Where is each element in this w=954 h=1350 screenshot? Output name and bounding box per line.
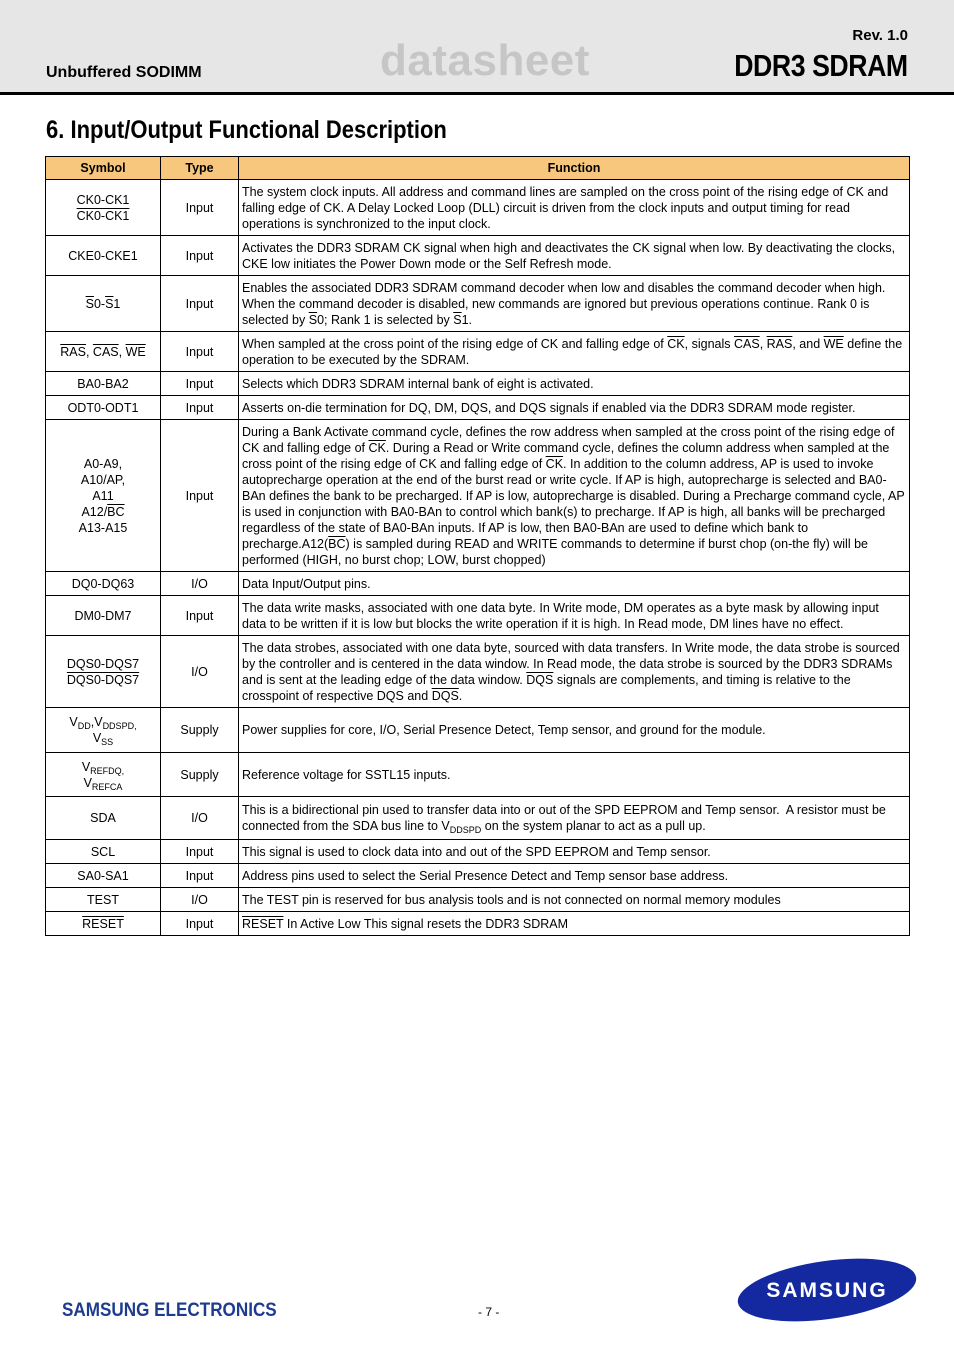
symbol-cell: RESET bbox=[46, 912, 161, 936]
function-cell: RESET In Active Low This signal resets the DDR3 SDRAM bbox=[239, 912, 910, 936]
symbol-cell: DQS0-DQS7 DQS0-DQS7 bbox=[46, 636, 161, 708]
symbol-cell: TEST bbox=[46, 888, 161, 912]
product-title: DDR3 SDRAM bbox=[734, 48, 908, 83]
table-header-row bbox=[46, 157, 910, 180]
type-cell: I/O bbox=[161, 572, 239, 596]
company-name: SAMSUNG ELECTRONICS bbox=[62, 1300, 277, 1321]
table-row bbox=[46, 372, 910, 396]
type-cell: Supply bbox=[161, 753, 239, 797]
function-cell: When sampled at the cross point of the rising edge of CK and falling edge of $\overline{CK}$, signals $\overline{CAS}$, $\overline{RAS}$, and $\overline{WE}$ define the operation to be executed by the SDRAM. bbox=[239, 332, 910, 372]
type-cell: Input bbox=[161, 396, 239, 420]
symbol-cell: DM0-DM7 bbox=[46, 596, 161, 636]
function-cell: Enables the associated DDR3 SDRAM command decoder when low and disables the command decoder when high. When the command decoder is disabled, new commands are ignored but previous operations continue. Rank 0 is selected by $\overline{S}0$; Rank 1 is selected by $\overline{S}1$. bbox=[239, 276, 910, 332]
function-cell: The data write masks, associated with one data byte. In Write mode, DM operates as a byte mask by allowing input data to be written if it is low but blocks the write operation if it is high. In Read mode, DM lines have no effect. bbox=[239, 596, 910, 636]
function-cell: Power supplies for core, I/O, Serial Presence Detect, Temp sensor, and ground for the module. bbox=[239, 708, 910, 753]
samsung-logo bbox=[735, 1258, 919, 1322]
table-row bbox=[46, 396, 910, 420]
function-cell: The system clock inputs. All address and command lines are sampled on the cross point of the rising edge of CK and falling edge of CK. A Delay Locked Loop (DLL) circuit is driven from the clock inputs and output timing for read operations is synchronized to the input clock. bbox=[239, 180, 910, 236]
table-row bbox=[46, 180, 910, 236]
symbol-cell: BA0-BA2 bbox=[46, 372, 161, 396]
type-cell: I/O bbox=[161, 888, 239, 912]
table-row bbox=[46, 596, 910, 636]
module-type: Unbuffered SODIMM bbox=[46, 64, 202, 81]
function-cell: This is a bidirectional pin used to transfer data into or out of the SPD EEPROM and Temp sensor. A resistor must be connected from the SDA bus line to $V_{DDSPD}$ on the system planar to act as a pull up. bbox=[239, 797, 910, 840]
symbol-cell: $V_{DD},V_{DDSPD,}$ $V_{SS}$ bbox=[46, 708, 161, 753]
type-cell: Input bbox=[161, 332, 239, 372]
table-row bbox=[46, 332, 910, 372]
type-cell: Input bbox=[161, 864, 239, 888]
symbol-cell: CKE0-CKE1 bbox=[46, 236, 161, 276]
table-row bbox=[46, 864, 910, 888]
function-cell: Reference voltage for SSTL15 inputs. bbox=[239, 753, 910, 797]
symbol-cell: SDA bbox=[46, 797, 161, 840]
table-row bbox=[46, 753, 910, 797]
type-cell: Input bbox=[161, 372, 239, 396]
symbol-cell: SA0-SA1 bbox=[46, 864, 161, 888]
function-cell: Activates the DDR3 SDRAM CK signal when high and deactivates the CK signal when low. By deactivating the clocks, CKE low initiates the Power Down mode or the Self Refresh mode. bbox=[239, 236, 910, 276]
symbol-cell: ODT0-ODT1 bbox=[46, 396, 161, 420]
function-cell: Asserts on-die termination for DQ, DM, DQS, and DQS signals if enabled via the DDR3 SDRAM mode register. bbox=[239, 396, 910, 420]
function-cell: Data Input/Output pins. bbox=[239, 572, 910, 596]
symbol-cell: A0-A9, A10/AP, A11 $A12/\overline{BC}$ A13-A15 bbox=[46, 420, 161, 572]
page-header bbox=[0, 0, 954, 95]
header-symbol: Symbol bbox=[46, 157, 161, 180]
function-cell: Address pins used to select the Serial Presence Detect and Temp sensor base address. bbox=[239, 864, 910, 888]
function-cell: This signal is used to clock data into and out of the SPD EEPROM and Temp sensor. bbox=[239, 840, 910, 864]
symbol-cell: DQ0-DQ63 bbox=[46, 572, 161, 596]
type-cell: Input bbox=[161, 420, 239, 572]
table-row bbox=[46, 236, 910, 276]
table-row bbox=[46, 840, 910, 864]
function-cell: Selects which DDR3 SDRAM internal bank of eight is activated. bbox=[239, 372, 910, 396]
function-cell: The data strobes, associated with one data byte, sourced with data transfers. In Write mode, the data strobe is sourced by the controller and is centered in the data window. In Read mode, the data strobe is sourced by the DDR3 SDRAMs and is sent at the leading edge of the data window. $\overline{DQS}$ signals are complements, and timing is relative to the crosspoint of respective DQS and $\overline{DQS}$. bbox=[239, 636, 910, 708]
header-function: Function bbox=[239, 157, 910, 180]
symbol-cell: $\overline{S}0-\overline{S}1$ bbox=[46, 276, 161, 332]
type-cell: Input bbox=[161, 912, 239, 936]
function-cell: During a Bank Activate command cycle, defines the row address when sampled at the cross point of the rising edge of CK and falling edge of $\overline{CK}$. During a Read or Write command cycle, defines the column address when sampled at the cross point of the rising edge of CK and falling edge of $\overline{CK}$. In addition to the column address, AP is used to invoke autoprecharge operation at the end of the burst read or write cycle. If AP is high, autoprecharge is selected and BA0-BAn defines the bank to be precharged. If AP is low, autoprecharge is disabled. During a Precharge command cycle, AP is used in conjunction with BA0-BAn to control which bank(s) to precharge. If AP is high, all banks will be precharged regardless of the state of BA0-BAn inputs. If AP is low, then BA0-BAn are used to define which bank to $precharge.A12(\overline{BC})$ is sampled during READ and WRITE commands to determine if burst chop (on-the fly) will be performed (HIGH, no burst chop; LOW, burst chopped) bbox=[239, 420, 910, 572]
page-number: - 7 - bbox=[478, 1305, 500, 1319]
type-cell: Input bbox=[161, 180, 239, 236]
table-row bbox=[46, 276, 910, 332]
type-cell: Input bbox=[161, 596, 239, 636]
watermark: datasheet bbox=[380, 36, 590, 85]
symbol-cell: $\overline{RAS}$, $\overline{CAS}$, $\overline{WE}$ bbox=[46, 332, 161, 372]
type-cell: I/O bbox=[161, 636, 239, 708]
logo-text: SAMSUNG bbox=[766, 1279, 888, 1302]
table-row bbox=[46, 572, 910, 596]
io-description-table bbox=[45, 156, 910, 936]
type-cell: Input bbox=[161, 840, 239, 864]
symbol-cell: CK0-CK1 CK0-CK1 bbox=[46, 180, 161, 236]
table-row bbox=[46, 797, 910, 840]
symbol-cell: SCL bbox=[46, 840, 161, 864]
section-title: 6. Input/Output Functional Description bbox=[46, 116, 447, 144]
header-type: Type bbox=[161, 157, 239, 180]
symbol-cell: $V_{REFDQ,}$ $V_{REFCA}$ bbox=[46, 753, 161, 797]
table-row bbox=[46, 912, 910, 936]
table-row bbox=[46, 708, 910, 753]
table-row bbox=[46, 420, 910, 572]
table-row bbox=[46, 636, 910, 708]
type-cell: Input bbox=[161, 276, 239, 332]
revision-label: Rev. 1.0 bbox=[852, 27, 908, 44]
function-cell: The TEST pin is reserved for bus analysis tools and is not connected on normal memory modules bbox=[239, 888, 910, 912]
type-cell: I/O bbox=[161, 797, 239, 840]
type-cell: Supply bbox=[161, 708, 239, 753]
table-row bbox=[46, 888, 910, 912]
type-cell: Input bbox=[161, 236, 239, 276]
